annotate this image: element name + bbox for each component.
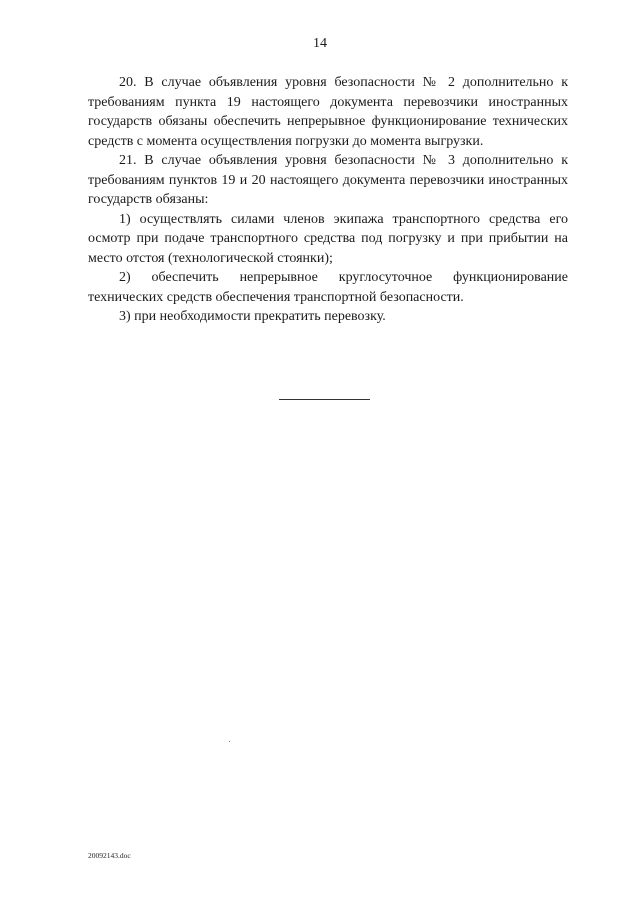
paragraph-21: 21. В случае объявления уровня безопасности № 3 дополнительно к требованиям пунктов 19 и 20 настоящего документа перевозчики иностранных государств обязаны:	[88, 153, 568, 207]
scan-speck	[229, 741, 230, 742]
end-separator-line	[279, 399, 370, 400]
list-item-1: 1) осуществлять силами членов экипажа транспортного средства его осмотр при подаче транспортного средства под погрузку и при прибытии на место отстоя (технологической стоянки);	[88, 211, 568, 266]
paragraph-20: 20. В случае объявления уровня безопасности № 2 дополнительно к требованиям пункта 19 настоящего документа перевозчики иностранных государств обязаны обеспечить непрерывное функционирование технических средств с момента осуществления погрузки до момента выгрузки.	[88, 75, 568, 149]
list-item-2: 2) обеспечить непрерывное круглосуточное функционирование технических средств обеспечения транспортной безопасности.	[88, 270, 568, 305]
document-body	[88, 73, 568, 327]
footer-file-name: 20092143.doc	[88, 851, 131, 860]
page-number: 14	[313, 36, 327, 51]
list-item-3: 3) при необходимости прекратить перевозку.	[119, 309, 386, 324]
